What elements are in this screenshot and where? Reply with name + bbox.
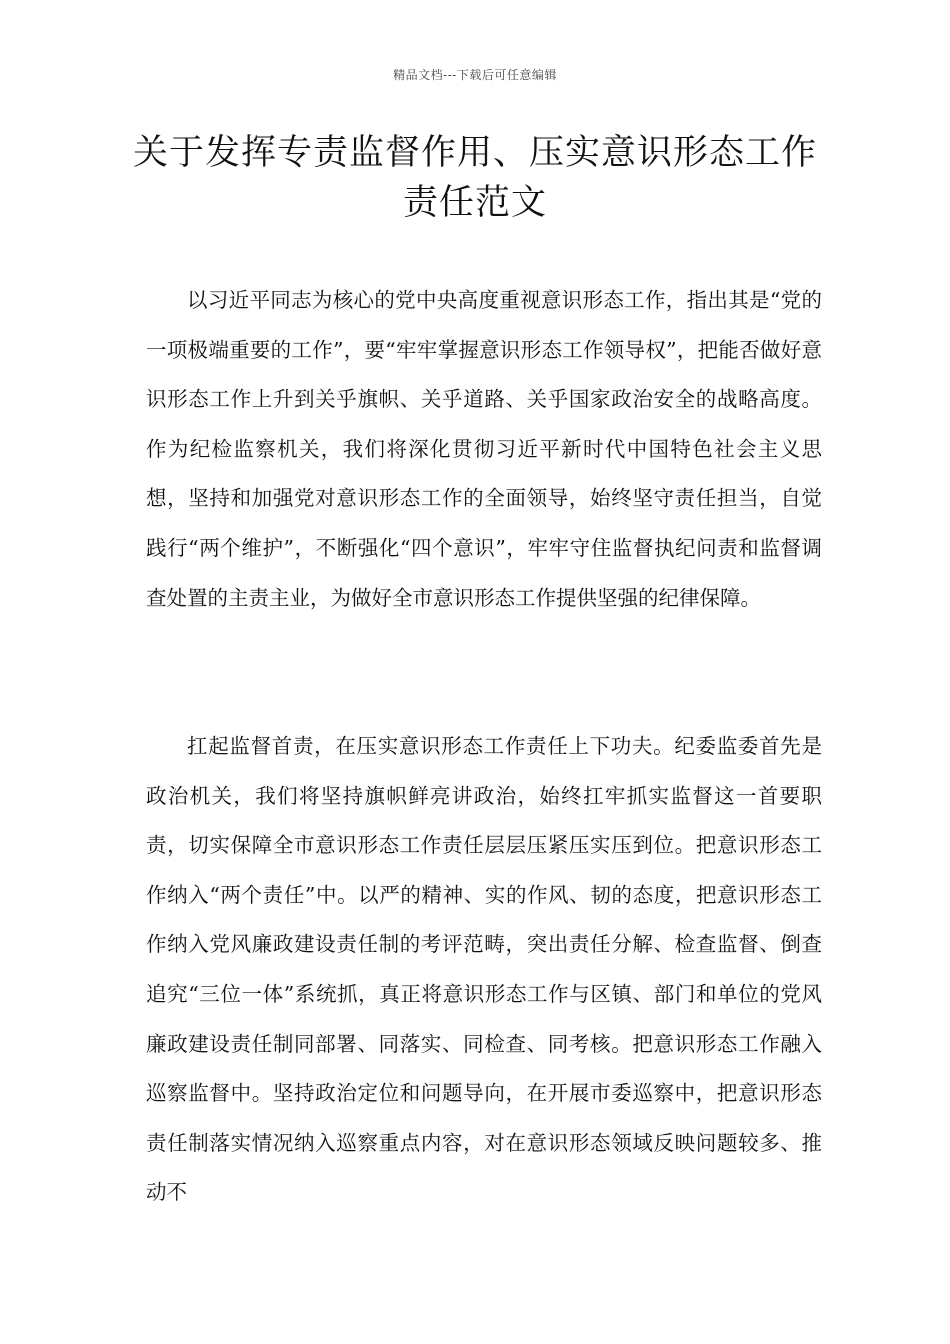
- document-title: 关于发挥专责监督作用、压实意识形态工作责任范文: [132, 133, 817, 223]
- paragraph-2: 扛起监督首责，在压实意识形态工作责任上下功夫。纪委监委首先是政治机关，我们将坚持旗帜鲜亮讲政治，始终扛牢抓实监督这一首要职责，切实保障全市意识形态工作责任层层压紧压实压到位。把意识形态工作纳入“两个责任”中。以严的精神、实的作风、韧的态度，把意识形态工作纳入党风廉政建设责任制的考评范畴，突出责任分解、检查监督、倒查追究“三位一体”系统抓，真正将意识形态工作与区镇、部门和单位的党风廉政建设责任制同部署、同落实、同检查、同考核。把意识形态工作融入巡察监督中。坚持政治定位和问题导向，在开展市委巡察中，把意识形态责任制落实情况纳入巡察重点内容，对在意识形态领域反映问题较多、推动不: [146, 734, 822, 1205]
- paragraph-1: 以习近平同志为核心的党中央高度重视意识形态工作，指出其是“党的一项极端重要的工作”，要“牢牢掌握意识形态工作领导权”，把能否做好意识形态工作上升到关乎旗帜、关乎道路、关乎国家政治安全的战略高度。作为纪检监察机关，我们将深化贯彻习近平新时代中国特色社会主义思想，坚持和加强党对意识形态工作的全面领导，始终坚守责任担当，自觉践行“两个维护”，不断强化“四个意识”，牢牢守住监督执纪问责和监督调查处置的主责主业，为做好全市意识形态工作提供坚强的纪律保障。: [146, 288, 822, 610]
- header-note: 精品文档---下载后可任意编辑: [393, 68, 557, 82]
